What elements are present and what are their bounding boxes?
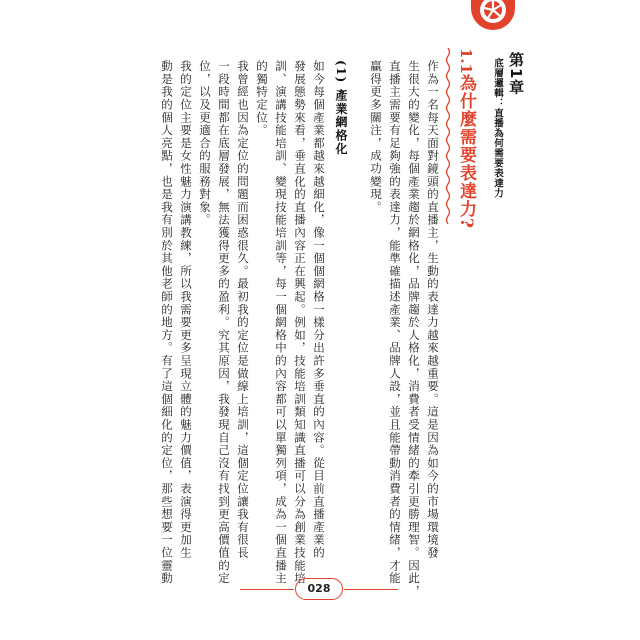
body-column: 訓、演講技能培訓、變現技能培訓等，每一個網格中的內容都可以單獨列項，成為一個直播主 xyxy=(274,60,288,585)
title-wave-underline xyxy=(444,48,452,226)
section-title: 為什麼需要表達力? xyxy=(456,74,476,229)
body-column: 發展態勢來看，垂直化的直播內容正在興起。例如，技能培訓類知識直播可以分為創業技能培 xyxy=(293,60,307,585)
body-column: 位，以及更適合的服務對象。 xyxy=(198,60,212,227)
body-column: 作為一名每天面對鏡頭的直播主，生動的表達力越來越重要。這是因為如今的市場環境發 xyxy=(426,60,440,560)
section-number: 1.1 xyxy=(457,48,475,75)
camera-aperture-icon xyxy=(468,0,518,40)
chapter-label: 第1章 xyxy=(507,52,525,96)
body-column: 生很大的變化，每個產業趨於網格化，品牌趨於人格化，消費者受情緒的牽引更勝理智。因此， xyxy=(407,60,421,598)
page-number: 028 xyxy=(295,578,343,600)
chapter-subtitle: 底層邏輯：直播為何需要表達力 xyxy=(492,58,503,198)
body-column: 的獨特定位。 xyxy=(255,60,269,137)
body-column: 我的定位主要是女性魅力演講教練，所以我需要更多呈現立體的魅力價值，表演得更加生 xyxy=(179,60,193,560)
page-number-rule-left xyxy=(240,589,294,590)
body-column: 如今每個產業都越來越細化，像一個個網格一樣分出許多垂直的內容。從目前直播產業的 xyxy=(312,60,326,560)
page-number-rule-right xyxy=(344,589,398,590)
body-column: 一段時間都在底層發展，無法獲得更多的盈利。究其原因，我發現自己沒有找到更高價值的定 xyxy=(217,60,231,585)
subsection-title: (1) 產業網格化 xyxy=(334,60,348,156)
body-column: 動是我的個人亮點，也是我有別於其他老師的地方。有了這個細化的定位，那些想要一位靈動 xyxy=(160,60,174,585)
body-column: 直播主需要有足夠強的表達力，能準確描述產業、品牌人設，並且能帶動消費者的情緒，才能 xyxy=(388,60,402,585)
body-column: 我曾經也因為定位的問題而困惑很久。最初我的定位是做線上培訓，這個定位讓我有很長 xyxy=(236,60,250,560)
body-column: 贏得更多關注，成功變現。 xyxy=(369,60,383,214)
